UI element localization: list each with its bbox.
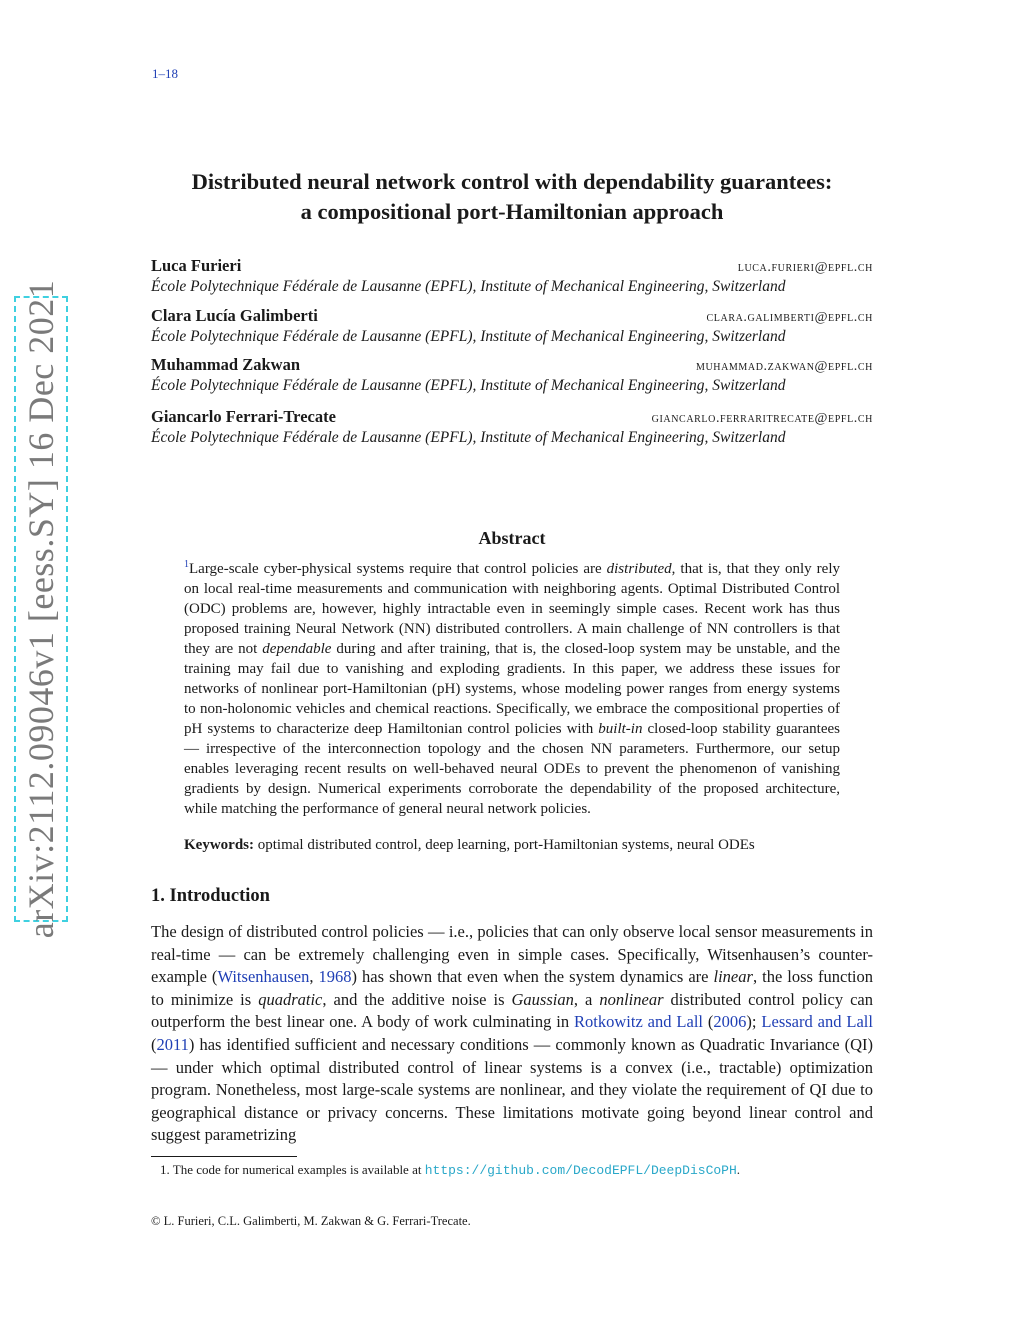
author-affiliation: École Polytechnique Fédérale de Lausanne (EPFL), Institute of Mechanical Engineering, Switzerland [151,278,786,295]
intro-text: ( [703,1012,714,1032]
footnote-marker[interactable]: 1 [184,559,189,570]
intro-emphasis: quadratic [258,989,323,1009]
author-email[interactable]: muhammad.zakwan@epfl.ch [695,359,873,374]
author-affiliation: École Polytechnique Fédérale de Lausanne (EPFL), Institute of Mechanical Engineering, Switzerland [151,328,786,345]
author-email[interactable]: clara.galimberti@epfl.ch [706,310,873,325]
intro-emphasis: Gaussian [511,989,574,1009]
citation-link[interactable]: 2006 [713,1012,747,1032]
intro-text: distributed control policy can outperform the best linear one. A body of work culminating in [151,989,873,1032]
intro-emphasis: nonlinear [599,989,664,1009]
intro-text: ) has shown that even when the system dynamics are [351,967,714,987]
footnote-text: 1. The code for numerical examples is available at [160,1162,425,1177]
intro-emphasis: linear [713,967,753,987]
author-name: Giancarlo Ferrari-Trecate [151,407,336,426]
intro-text: , the loss function to minimize is [151,967,874,1009]
author-affiliation: École Polytechnique Fédérale de Lausanne (EPFL), Institute of Mechanical Engineering, Switzerland [151,429,786,446]
citation-link[interactable]: Lessard and Lall [761,1012,873,1032]
abstract-emphasis-1: distributed [606,561,672,577]
citation-link[interactable]: 2011 [156,1034,189,1054]
footnote-divider [151,1156,297,1157]
keywords [184,837,864,854]
abstract-text-4: closed-loop stability guarantees — irrespective of the interconnection topology and the chosen NN parameters. Furthermore, our setup enables leveraging recent results on well-behaved neural ODEs to prevent the phenomenon of vanishing gradients by design. Numerical experiments corroborate the dependability of the proposed architecture, while matching the performance of general neural network policies. [184,721,840,817]
abstract-emphasis-2: dependable [262,641,332,657]
intro-text: ); [746,1012,762,1032]
author-name: Muhammad Zakwan [151,355,300,374]
arxiv-stamp-box [14,279,68,939]
abstract-text-1: Large-scale cyber-physical systems require that control policies are [189,561,607,577]
abstract-text-3: during and after training, that is, the closed-loop system may be unstable, and the training may fail due to vanishing and exploding gradients. In this paper, we address these issues for networks of nonlinear port-Hamiltonian (pH) systems, whose modeling power ranges from energy systems to non-holonomic vehicles and chemical reactions. Specifically, we embrace the compositional properties of pH systems to characterize deep Hamiltonian control policies with [184,641,840,737]
abstract-text-2: , that is, that they only rely on local real-time measurements and communication with neighboring agents. Optimal Distributed Control (ODC) problems are, however, highly intractable even in seemingly simple cases. Recent work has thus proposed training Neural Network (NN) distributed controllers. A main challenge of NN controllers is that they are not [184,561,840,657]
author-block-4 [151,407,873,447]
author-block-1 [151,256,873,296]
intro-text: , and the additive noise is [322,989,512,1009]
footnote-end: . [736,1162,741,1177]
citation-link[interactable]: Rotkowitz and Lall [574,1012,703,1032]
title-line-2: a compositional port-Hamiltonian approach [300,199,724,224]
author-email[interactable]: giancarlo.ferraritrecate@epfl.ch [651,411,873,426]
title-line-1: Distributed neural network control with dependability guarantees: [191,169,833,194]
introduction-paragraph [151,921,873,1147]
keywords-text: optimal distributed control, deep learning, port-Hamiltonian systems, neural ODEs [254,837,755,853]
intro-text: , [309,967,319,987]
author-affiliation: École Polytechnique Fédérale de Lausanne (EPFL), Institute of Mechanical Engineering, Switzerland [151,377,786,394]
author-block-3 [151,355,873,395]
citation-link[interactable]: 1968 [318,967,352,987]
abstract-body [184,555,840,819]
copyright-notice: © L. Furieri, C.L. Galimberti, M. Zakwan & G. Ferrari-Trecate. [151,1214,471,1228]
author-email[interactable]: luca.furieri@epfl.ch [737,260,873,275]
arxiv-stamp-text: arXiv:2112.09046v1 [eess.SY] 16 Dec 2021 [21,279,61,939]
author-name: Luca Furieri [151,256,242,275]
arxiv-stamp[interactable] [14,279,68,939]
author-name: Clara Lucía Galimberti [151,306,318,325]
abstract-emphasis-3: built-in [598,721,643,737]
intro-text: , a [573,989,600,1009]
page-number[interactable]: 1–18 [152,66,178,81]
intro-text: ( [151,1034,157,1054]
paper-title [150,167,874,227]
author-block-2 [151,306,873,346]
citation-link[interactable]: Witsenhausen [217,967,310,987]
keywords-label: Keywords: [184,837,254,853]
footnote [160,1162,740,1178]
intro-text: The design of distributed control policies — i.e., policies that can only observe local sensor measurements in real-time — can be extremely challenging even in simple cases. Specifically, Witsenhausen’s counter-example ( [151,922,873,987]
abstract-heading: Abstract [478,528,546,548]
section-heading-introduction: 1. Introduction [151,886,270,906]
footnote-url-link[interactable]: https://github.com/DecodEPFL/DeepDisCoPH [424,1163,737,1178]
intro-text: ) has identified sufficient and necessary conditions — commonly known as Quadratic Invariance (QI) — under which optimal distributed control of linear systems is a convex (i.e., tractable) optimization program. Nonetheless, most large-scale systems are nonlinear, and they violate the requirement of QI due to geographical distance or privacy concerns. These limitations motivate going beyond linear control and suggest parametrizing [151,1034,873,1145]
